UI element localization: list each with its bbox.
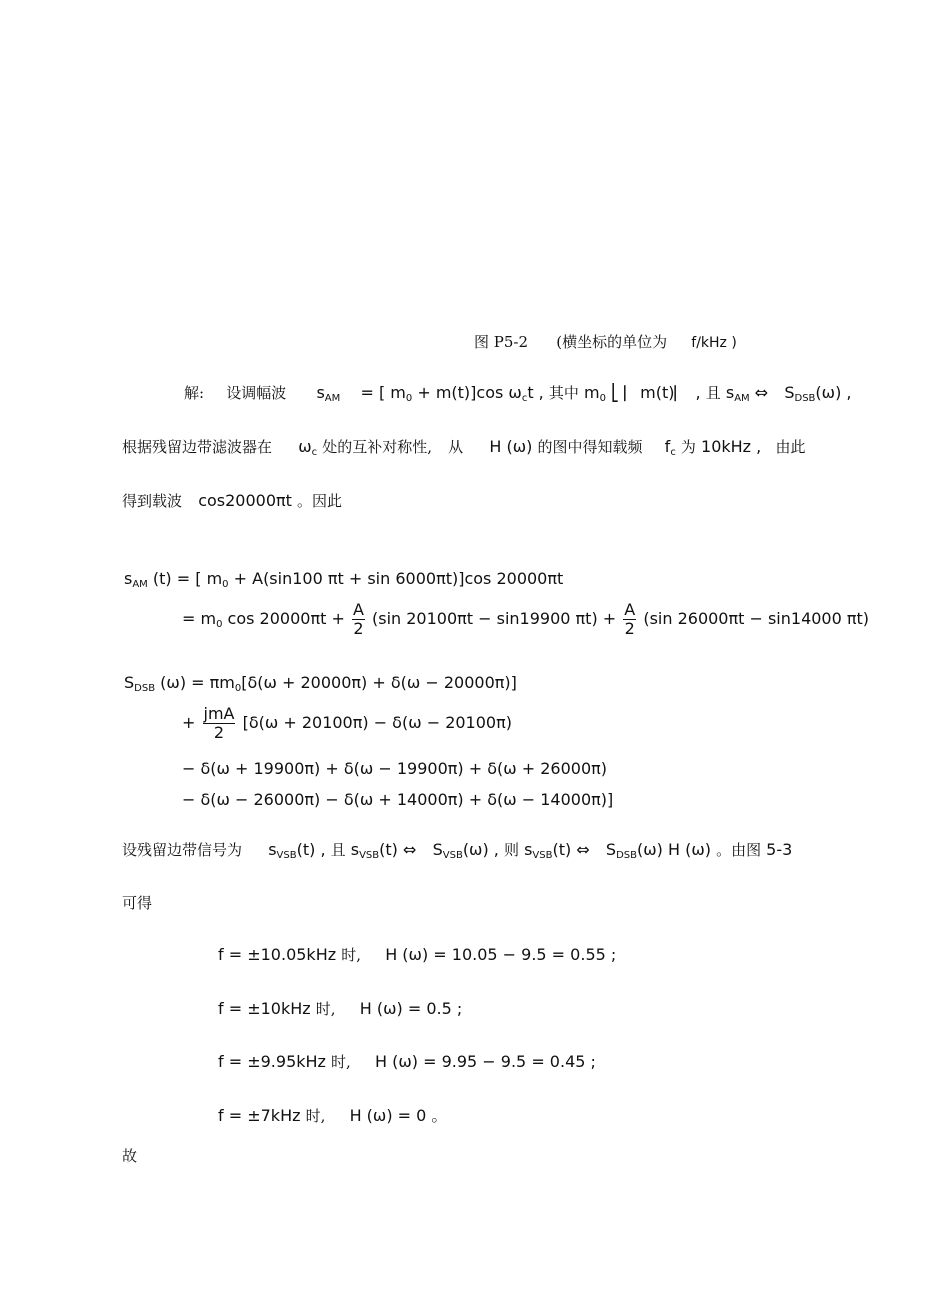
math-segment: cos20000πt bbox=[198, 491, 292, 510]
math-segment: H (ω) bbox=[489, 437, 533, 456]
math-segment: cos 20000πt + bbox=[227, 609, 345, 628]
case-4 bbox=[218, 1106, 447, 1126]
equation-sdsb-2 bbox=[182, 704, 512, 742]
math-segment: S bbox=[605, 840, 617, 859]
subscript: 0 bbox=[216, 619, 223, 630]
math-segment: f = ±9.95kHz bbox=[218, 1052, 326, 1071]
math-segment: t , bbox=[527, 383, 544, 402]
denominator: 2 bbox=[353, 619, 364, 638]
vsb-line bbox=[122, 840, 792, 866]
subscript: c bbox=[670, 447, 676, 458]
text-segment: 从 bbox=[448, 438, 464, 456]
fraction bbox=[203, 705, 236, 742]
solution-label: 解: bbox=[184, 384, 205, 402]
math-segment: s bbox=[524, 840, 533, 859]
math-segment: f = ±10kHz bbox=[218, 999, 311, 1018]
text-segment: 由此 bbox=[775, 438, 806, 456]
math-segment: H (ω) = 9.95 − 9.5 = 0.45 ; bbox=[375, 1052, 596, 1071]
text-segment: 根据残留边带滤波器在 bbox=[122, 438, 273, 456]
text-segment: 时, bbox=[305, 1107, 326, 1125]
text-segment: 时, bbox=[331, 1053, 351, 1071]
equation-sdsb-1 bbox=[124, 673, 517, 699]
numerator: A bbox=[352, 600, 364, 619]
subscript: DSB bbox=[134, 683, 156, 694]
subscript: c bbox=[311, 447, 318, 458]
math-segment: = m bbox=[182, 609, 217, 628]
subscript: 0 bbox=[405, 393, 413, 404]
math-segment: 10kHz , bbox=[701, 437, 762, 456]
denominator: 2 bbox=[624, 619, 635, 638]
last-word: 故 bbox=[122, 1147, 138, 1165]
text-segment: 其中 bbox=[548, 384, 579, 402]
text-segment: 设残留边带信号为 bbox=[122, 841, 243, 859]
math-segment: [δ(ω + 20000π) + δ(ω − 20000π)] bbox=[241, 673, 517, 692]
math-segment: (t) ⇔ bbox=[379, 840, 417, 859]
caption-figure: 图 P5-2 bbox=[474, 333, 529, 351]
text-segment: 处的互补对称性, bbox=[322, 438, 432, 456]
equation-sam-2 bbox=[182, 600, 869, 644]
text-segment: 。由图 bbox=[716, 841, 762, 859]
math-segment: (sin 20100πt − sin19900 πt) + bbox=[372, 609, 617, 628]
math-segment: S bbox=[784, 383, 795, 402]
text-segment: 的图中得知载频 bbox=[537, 438, 643, 456]
subscript: 0 bbox=[222, 579, 229, 590]
math-segment: + bbox=[182, 713, 196, 732]
subscript: DSB bbox=[616, 850, 637, 861]
math-segment: [δ(ω + 20100π) − δ(ω − 20100π) bbox=[242, 713, 512, 732]
math-segment: ⇔ bbox=[754, 383, 769, 402]
text-segment: 为 bbox=[680, 438, 696, 456]
math-segment: S bbox=[124, 673, 135, 692]
math-segment: 5-3 bbox=[766, 840, 793, 859]
solution-line-1 bbox=[184, 383, 851, 409]
math-segment: f bbox=[664, 437, 671, 456]
math-segment: (ω) , bbox=[462, 840, 499, 859]
figure-caption bbox=[474, 332, 737, 353]
math-segment: H (ω) = 0.5 ; bbox=[359, 999, 463, 1018]
math-segment: − δ(ω − 26000π) − δ(ω + 14000π) + δ(ω − 14000π)] bbox=[182, 790, 614, 809]
subscript: AM bbox=[734, 393, 750, 404]
equation-sam-1 bbox=[124, 569, 563, 595]
case-3 bbox=[218, 1052, 596, 1072]
subscript: VSB bbox=[359, 850, 380, 861]
fraction bbox=[623, 601, 636, 638]
text-segment: 。因此 bbox=[297, 492, 343, 510]
subscript: VSB bbox=[532, 850, 553, 861]
math-segment: s bbox=[725, 383, 735, 402]
math-segment: (sin 26000πt − sin14000 πt) bbox=[643, 609, 870, 628]
math-segment: + m(t)]cos ω bbox=[417, 383, 522, 402]
subscript: AM bbox=[324, 393, 341, 404]
numerator: jmA bbox=[203, 704, 235, 723]
math-segment: s bbox=[316, 383, 325, 402]
math-segment: = [ m bbox=[360, 383, 406, 402]
math-segment: ⎣ ⎸m(t)⎸ , bbox=[611, 383, 701, 402]
subscript: 0 bbox=[234, 683, 242, 694]
case-2 bbox=[218, 999, 462, 1019]
case-1 bbox=[218, 945, 616, 965]
fraction bbox=[352, 601, 365, 638]
denominator: 2 bbox=[213, 723, 225, 742]
text-segment: 得到载波 bbox=[122, 492, 183, 510]
math-segment: S bbox=[432, 840, 443, 859]
numerator: A bbox=[624, 600, 636, 619]
vsb-next: 可得 bbox=[122, 894, 153, 912]
caption-unit: f/kHz ) bbox=[691, 335, 737, 351]
text-segment: 时, bbox=[341, 946, 361, 964]
subscript: AM bbox=[132, 579, 148, 590]
math-segment: f = ±10.05kHz bbox=[218, 945, 337, 964]
math-segment: (t) ⇔ bbox=[552, 840, 590, 859]
math-segment: (ω) = πm bbox=[160, 673, 235, 692]
text-segment: 则 bbox=[503, 841, 519, 859]
math-segment: s bbox=[350, 840, 360, 859]
text-segment: 且 bbox=[705, 384, 721, 402]
text-segment: 且 bbox=[330, 841, 346, 859]
math-segment: H (ω) = 10.05 − 9.5 = 0.55 ; bbox=[385, 945, 617, 964]
text-segment: 时, bbox=[315, 1000, 336, 1018]
subscript: VSB bbox=[442, 850, 463, 861]
caption-note: (横坐标的单位为 bbox=[556, 333, 668, 351]
subscript: VSB bbox=[276, 850, 297, 861]
equation-sdsb-4 bbox=[182, 790, 613, 810]
math-segment: − δ(ω + 19900π) + δ(ω − 19900π) + δ(ω + 26000π) bbox=[182, 759, 607, 778]
math-segment: ω bbox=[298, 437, 312, 456]
text-segment: 设调幅波 bbox=[226, 384, 287, 402]
solution-line-2 bbox=[122, 437, 805, 463]
math-segment: + A(sin100 πt + sin 6000πt)]cos 20000πt bbox=[233, 569, 564, 588]
math-segment: (t) , bbox=[296, 840, 326, 859]
subscript: DSB bbox=[794, 393, 816, 404]
math-segment: H (ω) = 0 。 bbox=[349, 1106, 448, 1125]
solution-line-3 bbox=[122, 491, 342, 511]
math-segment: (t) = [ m bbox=[152, 569, 223, 588]
math-segment: (ω) H (ω) bbox=[637, 840, 711, 859]
subscript: c bbox=[521, 393, 528, 404]
math-segment: f = ±7kHz bbox=[218, 1106, 301, 1125]
math-segment: m bbox=[583, 383, 600, 402]
math-segment: s bbox=[124, 569, 133, 588]
math-segment: (ω) , bbox=[815, 383, 852, 402]
subscript: 0 bbox=[599, 393, 606, 404]
equation-sdsb-3 bbox=[182, 759, 607, 779]
math-segment: s bbox=[268, 840, 277, 859]
